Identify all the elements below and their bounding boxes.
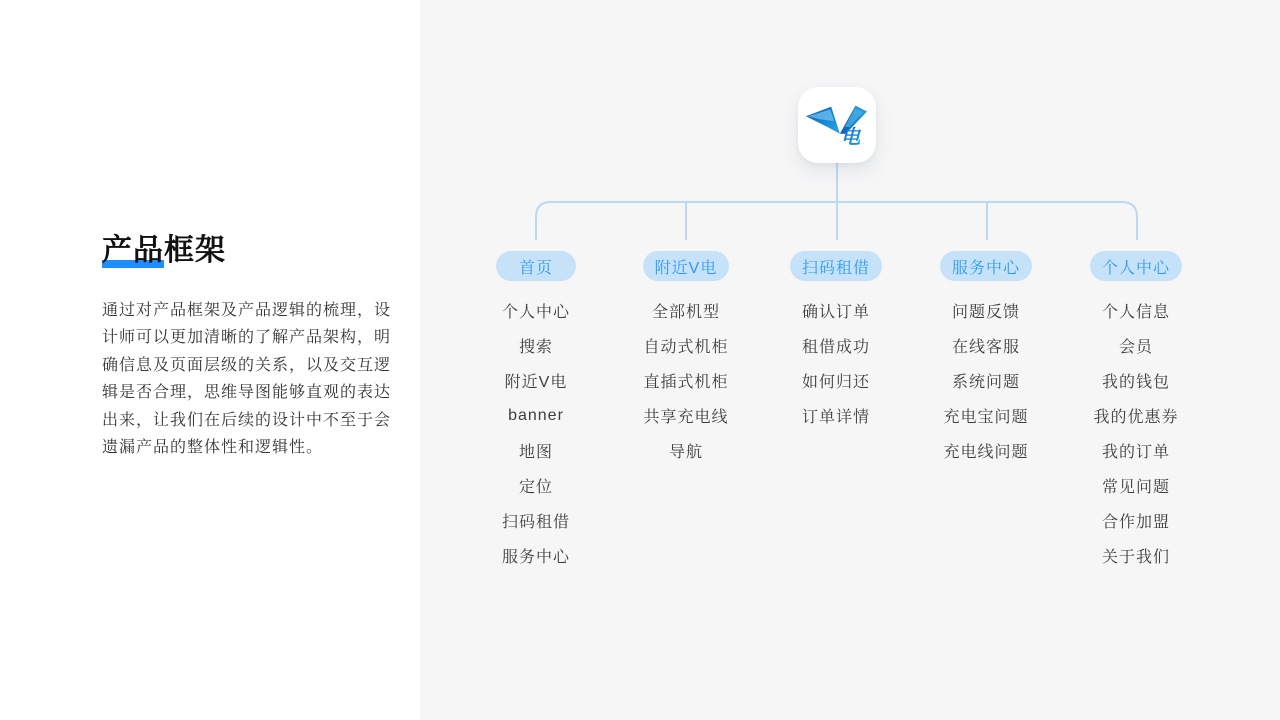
branch-item: 地图 <box>518 444 553 461</box>
branch-item: 自动式机柜 <box>643 339 729 356</box>
branch-column-scan-rent <box>761 251 911 573</box>
branch-item: 常见问题 <box>1101 479 1170 496</box>
branch-item: 直插式机柜 <box>643 374 729 391</box>
branch-item: 服务中心 <box>501 549 570 566</box>
branch-item: 我的订单 <box>1101 444 1170 461</box>
branch-item: 订单详情 <box>801 409 870 426</box>
app-logo-card <box>798 87 876 163</box>
branch-item: 充电线问题 <box>943 444 1029 461</box>
intro-paragraph <box>102 297 402 461</box>
branch-item: 合作加盟 <box>1101 514 1170 531</box>
intro-line: 辑是否合理，思维导图能够直观的表达 <box>102 384 392 402</box>
branch-column-nearby <box>611 251 761 573</box>
intro-line: 出来，让我们在后续的设计中不至于会 <box>102 411 392 429</box>
branch-pill-home: 首页 <box>496 251 576 281</box>
intro-line: 计师可以更加清晰的了解产品架构，明 <box>102 329 392 347</box>
branch-item: 问题反馈 <box>951 304 1020 321</box>
v-dian-logo-icon <box>806 103 868 147</box>
branch-pill-profile: 个人中心 <box>1090 251 1182 281</box>
branch-item: banner <box>508 406 564 424</box>
branch-item: 扫码租借 <box>501 514 570 531</box>
branch-item-list <box>802 293 870 433</box>
branch-item: 个人信息 <box>1101 304 1170 321</box>
branch-item-list <box>643 293 728 468</box>
sitemap-diagram-panel <box>420 0 1280 720</box>
branch-column-service <box>911 251 1061 573</box>
branch-item: 共享充电线 <box>643 409 729 426</box>
dian-glyph: 电 <box>840 126 861 147</box>
branch-item: 会员 <box>1118 339 1153 356</box>
intro-line: 遗漏产品的整体性和逻辑性。 <box>102 438 324 456</box>
branch-item: 我的钱包 <box>1101 374 1170 391</box>
branch-column-home <box>461 251 611 573</box>
branch-item: 系统问题 <box>951 374 1020 391</box>
branch-column-profile <box>1061 251 1211 573</box>
branch-item: 附近V电 <box>504 374 568 391</box>
branch-item: 租借成功 <box>801 339 870 356</box>
branch-item: 搜索 <box>518 339 553 356</box>
branch-item: 充电宝问题 <box>943 409 1029 426</box>
branch-item-list <box>502 293 570 573</box>
branch-pill-scan-rent: 扫码租借 <box>790 251 882 281</box>
branch-item: 全部机型 <box>651 304 720 321</box>
intro-line: 通过对产品框架及产品逻辑的梳理，设 <box>102 302 392 319</box>
intro-line: 确信息及页面层级的关系，以及交互逻 <box>102 356 392 374</box>
branch-item: 导航 <box>668 444 703 461</box>
branch-item: 定位 <box>518 479 553 496</box>
branch-item: 确认订单 <box>801 304 870 321</box>
branch-item: 关于我们 <box>1101 549 1170 566</box>
branch-item: 如何归还 <box>801 374 870 391</box>
branch-pill-service: 服务中心 <box>940 251 1032 281</box>
page-title-block <box>102 233 226 273</box>
branch-pill-nearby: 附近V电 <box>643 251 730 281</box>
branch-item-list <box>943 293 1028 468</box>
branch-item: 我的优惠券 <box>1093 409 1179 426</box>
branch-item: 在线客服 <box>951 339 1020 356</box>
left-panel <box>0 0 420 720</box>
branch-item-list <box>1093 293 1178 573</box>
branch-columns <box>461 251 1211 573</box>
page-title: 产品框架 <box>102 234 226 267</box>
branch-item: 个人中心 <box>501 304 570 321</box>
